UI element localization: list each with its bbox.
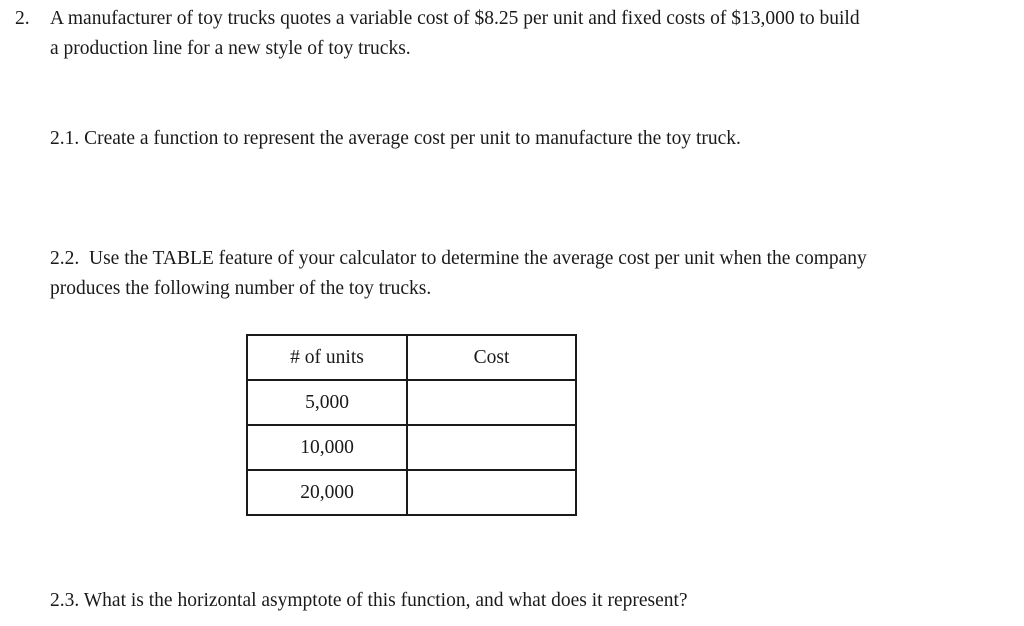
cell-cost	[407, 425, 576, 470]
part-2-3-text: 2.3. What is the horizontal asymptote of this function, and what does it represent?	[50, 590, 688, 611]
question-number: 2.	[15, 8, 30, 29]
cell-units: 20,000	[247, 470, 407, 515]
header-cost: Cost	[407, 335, 576, 380]
table-header-row	[247, 335, 576, 380]
table-row	[247, 380, 576, 425]
question-text-line-2: a production line for a new style of toy trucks.	[50, 38, 411, 59]
cell-units: 10,000	[247, 425, 407, 470]
cell-units: 5,000	[247, 380, 407, 425]
table-row	[247, 470, 576, 515]
cell-cost	[407, 380, 576, 425]
header-units: # of units	[247, 335, 407, 380]
part-2-2-text-line-1: 2.2. Use the TABLE feature of your calculator to determine the average cost per unit when the company	[50, 248, 867, 269]
units-cost-table	[246, 334, 577, 516]
part-2-2-text-line-2: produces the following number of the toy trucks.	[50, 278, 432, 299]
part-2-1-text: 2.1. Create a function to represent the average cost per unit to manufacture the toy truck.	[50, 128, 741, 149]
question-text-line-1: A manufacturer of toy trucks quotes a variable cost of $8.25 per unit and fixed costs of $13,000 to build	[50, 8, 860, 29]
cell-cost	[407, 470, 576, 515]
table-row	[247, 425, 576, 470]
